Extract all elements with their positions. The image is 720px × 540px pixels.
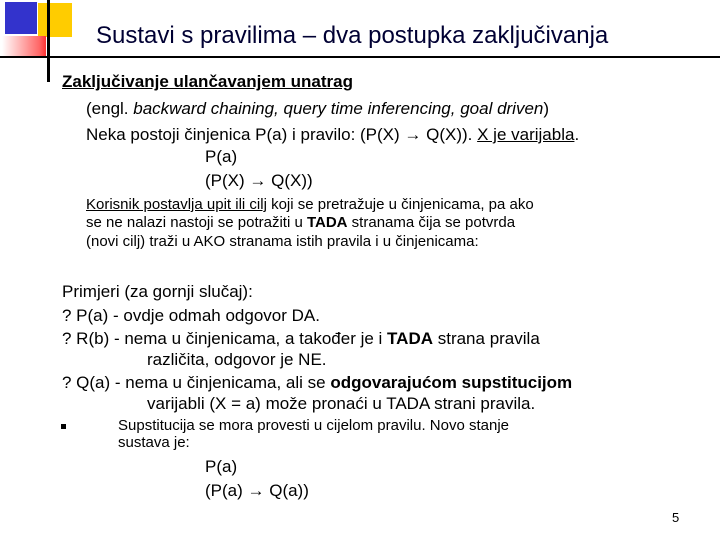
example-3-cont: varijabli (X = a) može pronaći u TADA strani pravila. (147, 394, 536, 413)
bullet-line-2: sustava je: (118, 434, 190, 451)
query-line-2: se ne nalazi nastoji se potražiti u TADA stranama čija se potvrda (86, 214, 516, 231)
section-heading: Zaključivanje ulančavanjem unatrag (62, 72, 354, 91)
bullet-square-icon (61, 424, 66, 429)
new-state-rule: (P(a) → Q(a)) (205, 481, 309, 500)
example-3: ? Q(a) - nema u činjenicama, ali se odgovarajućom supstitucijom (62, 373, 573, 392)
logo-vertical-line (47, 0, 50, 82)
examples-title: Primjeri (za gornji slučaj): (62, 282, 253, 301)
engl-line: (engl. backward chaining, query time inferencing, goal driven) (86, 99, 550, 118)
example-2: ? R(b) - nema u činjenicama, a također je i TADA strana pravila (62, 329, 540, 348)
example-2-cont: različita, odgovor je NE. (147, 350, 327, 369)
query-line-1: Korisnik postavlja upit ili cilj koji se pretražuje u činjenicama, pa ako (86, 196, 534, 213)
fact-rule: (P(X) → Q(X)) (205, 171, 313, 190)
fact-line: Neka postoji činjenica P(a) i pravilo: (P(X) → Q(X)). X je varijabla. (86, 125, 580, 144)
logo-blue-square (5, 2, 37, 34)
example-1: ? P(a) - ovdje odmah odgovor DA. (62, 306, 320, 325)
title-rule (0, 56, 720, 58)
bullet-line-1: Supstitucija se mora provesti u cijelom pravilu. Novo stanje (118, 417, 510, 434)
new-state-pa: P(a) (205, 457, 238, 476)
page-number: 5 (672, 510, 680, 525)
slide-title: Sustavi s pravilima – dva postupka zaključivanja (96, 22, 609, 49)
fact-pa: P(a) (205, 147, 238, 166)
query-line-3: (novi cilj) traži u AKO stranama istih pravila i u činjenicama: (86, 233, 479, 250)
logo-red-bar (2, 36, 46, 58)
logo-yellow-square (38, 3, 72, 37)
